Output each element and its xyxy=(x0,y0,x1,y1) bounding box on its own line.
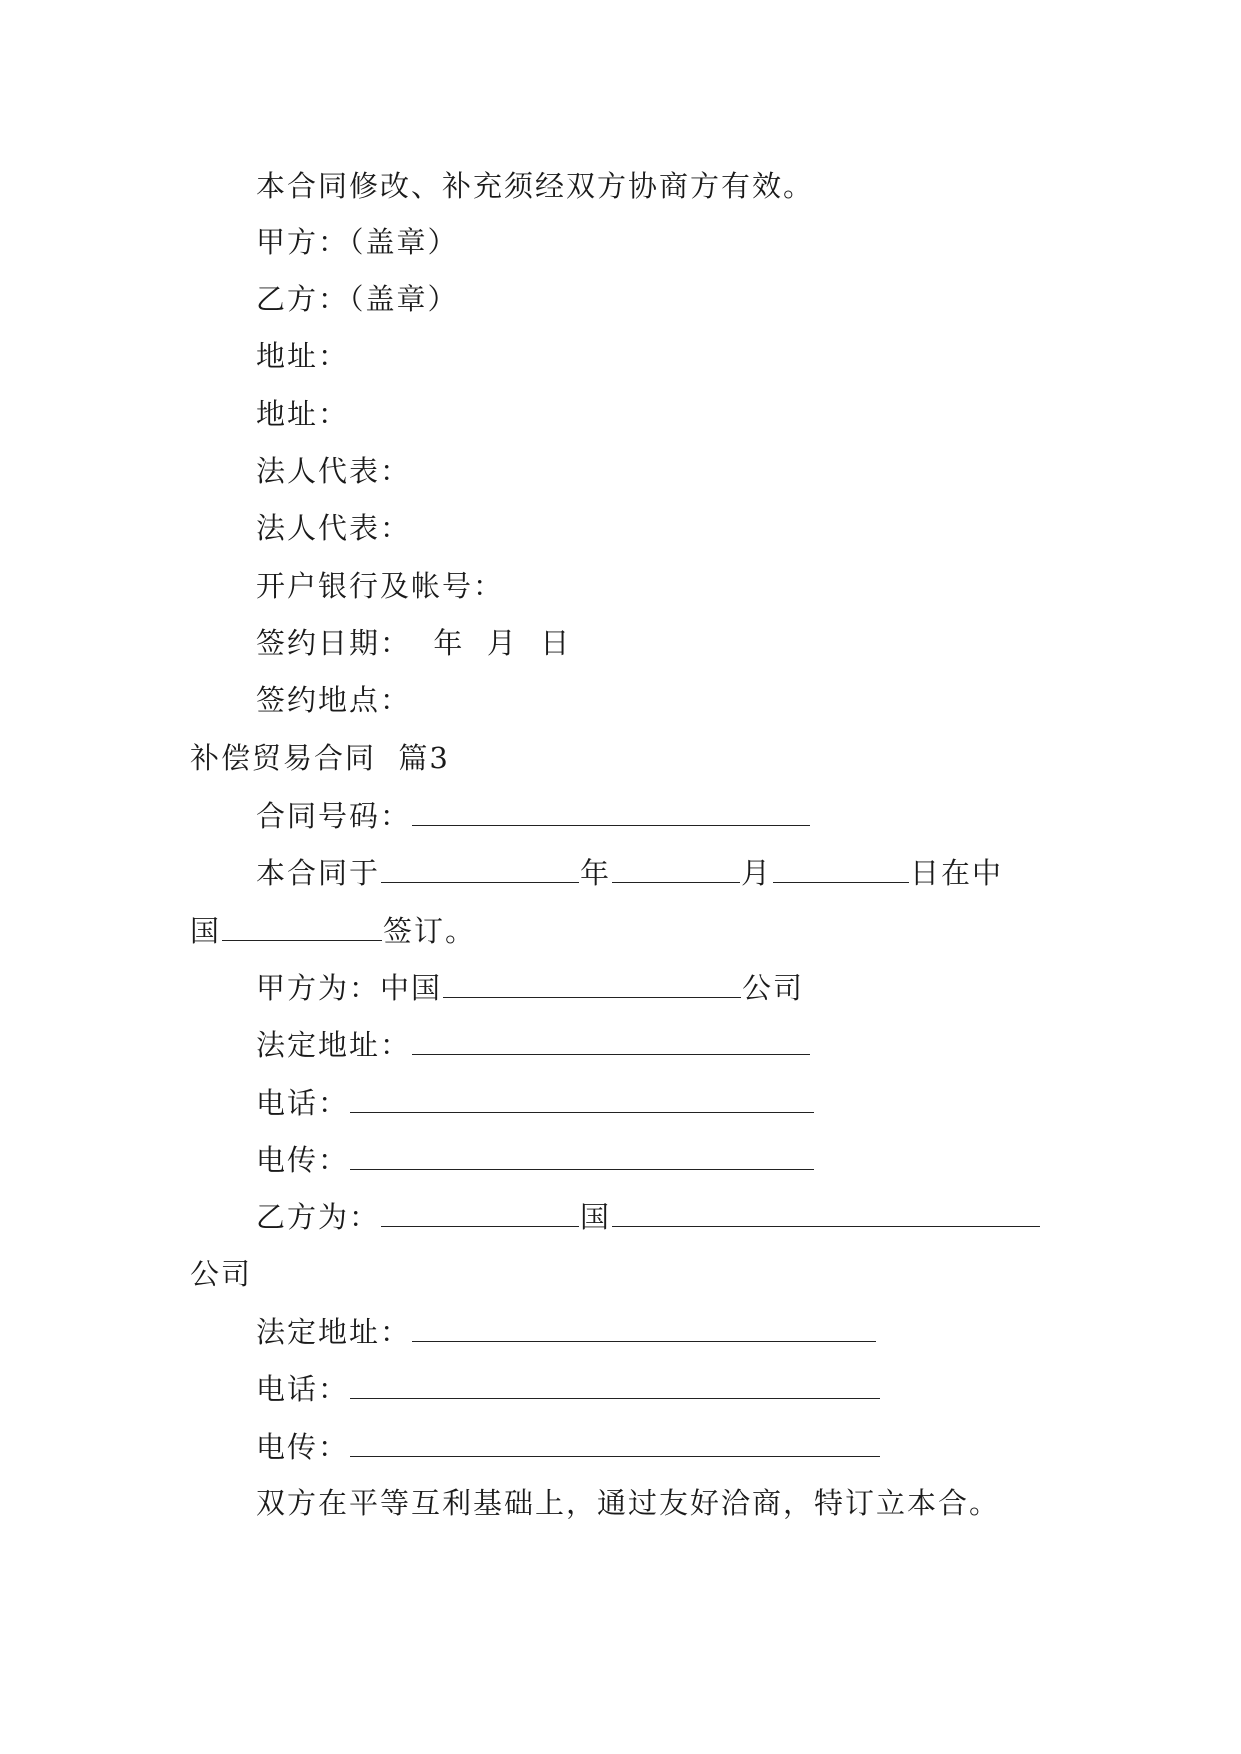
place-blank xyxy=(222,910,382,941)
text-line: 地址： xyxy=(256,397,350,431)
text-line: 签约日期： 年 月 日 xyxy=(256,626,572,660)
text-line: 甲方：（盖章） xyxy=(256,225,459,259)
phone-blank xyxy=(350,1368,880,1399)
text-line: 本合同修改、补充须经双方协商方有效。 xyxy=(256,169,815,203)
day-label: 日在中 xyxy=(910,856,1004,890)
fax-blank xyxy=(350,1426,880,1457)
party-b-address-line xyxy=(256,1311,877,1352)
fax-label: 电传： xyxy=(256,1143,350,1177)
text-line: 签约地点： xyxy=(256,683,412,717)
phone-label: 电话： xyxy=(256,1086,350,1120)
day-blank xyxy=(773,852,909,883)
country-label: 国 xyxy=(580,1200,612,1234)
company-wrap-line: 公司 xyxy=(190,1257,253,1291)
address-blank xyxy=(412,1024,810,1055)
text-line: 乙方：（盖章） xyxy=(256,282,459,316)
party-b-country-blank xyxy=(381,1196,579,1227)
address-blank xyxy=(412,1311,876,1342)
signing-place-line xyxy=(190,910,476,951)
party-a-label: 甲方为：中国 xyxy=(256,971,443,1005)
party-a-phone-line xyxy=(256,1082,815,1123)
party-b-company-blank xyxy=(612,1196,1040,1227)
contract-number-label: 合同号码： xyxy=(256,799,412,833)
section-title: 补偿贸易合同 篇3 xyxy=(190,741,450,775)
signed-prefix: 本合同于 xyxy=(256,856,381,890)
closing-line: 双方在平等互利基础上，通过友好洽商，特订立本合。 xyxy=(256,1486,1001,1520)
phone-label: 电话： xyxy=(256,1372,350,1406)
legal-address-label: 法定地址： xyxy=(256,1028,412,1062)
text-line: 法人代表： xyxy=(256,511,412,545)
company-label: 公司 xyxy=(742,971,805,1005)
party-b-phone-line xyxy=(256,1368,881,1409)
phone-blank xyxy=(350,1082,814,1113)
text-line: 地址： xyxy=(256,339,350,373)
contract-number-blank xyxy=(412,795,810,826)
party-b-line xyxy=(256,1196,1041,1237)
party-a-address-line xyxy=(256,1024,811,1065)
signing-date-line xyxy=(256,852,1003,893)
year-blank xyxy=(381,852,579,883)
party-b-fax-line xyxy=(256,1426,881,1467)
country-start: 国 xyxy=(190,914,222,948)
signed-suffix: 签订。 xyxy=(383,914,477,948)
party-a-fax-line xyxy=(256,1139,815,1180)
text-line: 法人代表： xyxy=(256,454,412,488)
party-a-blank xyxy=(443,967,741,998)
party-b-label: 乙方为： xyxy=(256,1200,381,1234)
year-label: 年 xyxy=(580,856,612,890)
month-label: 月 xyxy=(741,856,773,890)
month-blank xyxy=(612,852,740,883)
party-a-line xyxy=(256,967,804,1008)
contract-number-line xyxy=(256,795,811,836)
text-line: 开户银行及帐号： xyxy=(256,569,505,603)
legal-address-label: 法定地址： xyxy=(256,1315,412,1349)
fax-label: 电传： xyxy=(256,1430,350,1464)
fax-blank xyxy=(350,1139,814,1170)
